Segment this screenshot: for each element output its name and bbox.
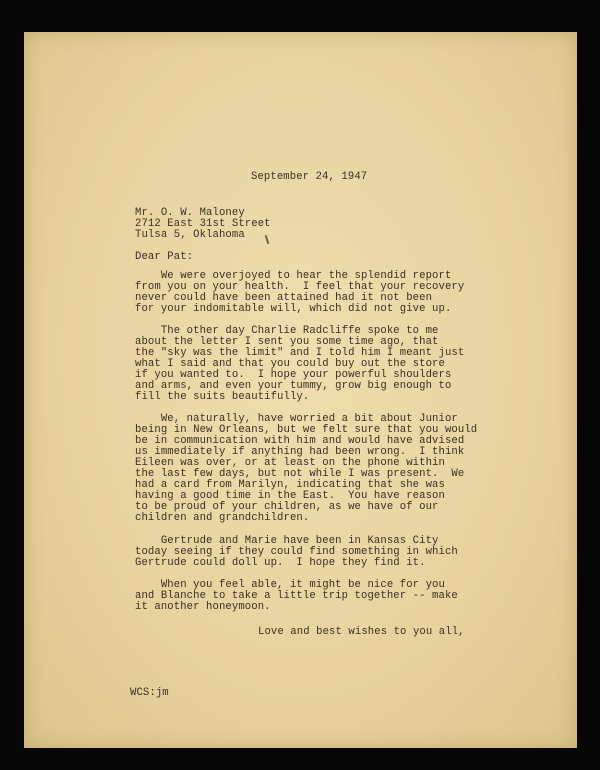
paragraph-3-line: be in communication with him and would have advised — [135, 435, 465, 447]
paragraph-3-line: had a card from Marilyn, indicating that she was — [135, 479, 445, 491]
address-line-1: Mr. O. W. Maloney — [135, 207, 245, 219]
closing: Love and best wishes to you all, — [258, 626, 465, 638]
address-line-2: 2712 East 31st Street — [135, 218, 271, 230]
paragraph-2-line: fill the suits beautifully. — [135, 391, 310, 403]
paragraph-3-line: Eileen was over, or at least on the phone within — [135, 457, 445, 469]
paragraph-3-line: to be proud of your children, as we have of our — [135, 501, 439, 513]
address-line-3: Tulsa 5, Oklahoma — [135, 229, 245, 241]
paragraph-3-line: the last few days, but not while I was present. We — [135, 468, 465, 480]
paragraph-1-line: We were overjoyed to hear the splendid report — [135, 270, 452, 282]
paragraph-2-line: The other day Charlie Radcliffe spoke to me — [135, 325, 439, 337]
paragraph-1-line: for your indomitable will, which did not give up. — [135, 303, 452, 315]
paragraph-3-line: We, naturally, have worried a bit about Junior — [135, 413, 458, 425]
paragraph-4-line: today seeing if they could find something in which — [135, 546, 458, 558]
paragraph-4-line: Gertrude could doll up. I hope they find it. — [135, 557, 426, 569]
paragraph-3-line: us immediately if anything had been wrong. I think — [135, 446, 465, 458]
paragraph-2-line: about the letter I sent you some time ago, that — [135, 336, 439, 348]
paragraph-5-line: it another honeymoon. — [135, 601, 271, 613]
typist-initials: WCS:jm — [130, 687, 169, 699]
paragraph-5-line: When you feel able, it might be nice for you — [135, 579, 445, 591]
paragraph-1-line: never could have been attained had it not been — [135, 292, 433, 304]
paragraph-2-line: what I said and that you could buy out the store — [135, 358, 445, 370]
paragraph-2-line: the "sky was the limit" and I told him I meant just — [135, 347, 465, 359]
paragraph-5-line: and Blanche to take a little trip together -- make — [135, 590, 458, 602]
paragraph-3-line: children and grandchildren. — [135, 512, 310, 524]
salutation: Dear Pat: — [135, 251, 194, 263]
letter-date: September 24, 1947 — [251, 171, 368, 183]
paragraph-2-line: and arms, and even your tummy, grow big enough to — [135, 380, 452, 392]
paragraph-3-line: being in New Orleans, but we felt sure that you would — [135, 424, 478, 436]
paragraph-4-line: Gertrude and Marie have been in Kansas City — [135, 535, 439, 547]
paragraph-1-line: from you on your health. I feel that your recovery — [135, 281, 465, 293]
paragraph-3-line: having a good time in the East. You have reason — [135, 490, 445, 502]
paragraph-2-line: if you wanted to. I hope your powerful shoulders — [135, 369, 452, 381]
